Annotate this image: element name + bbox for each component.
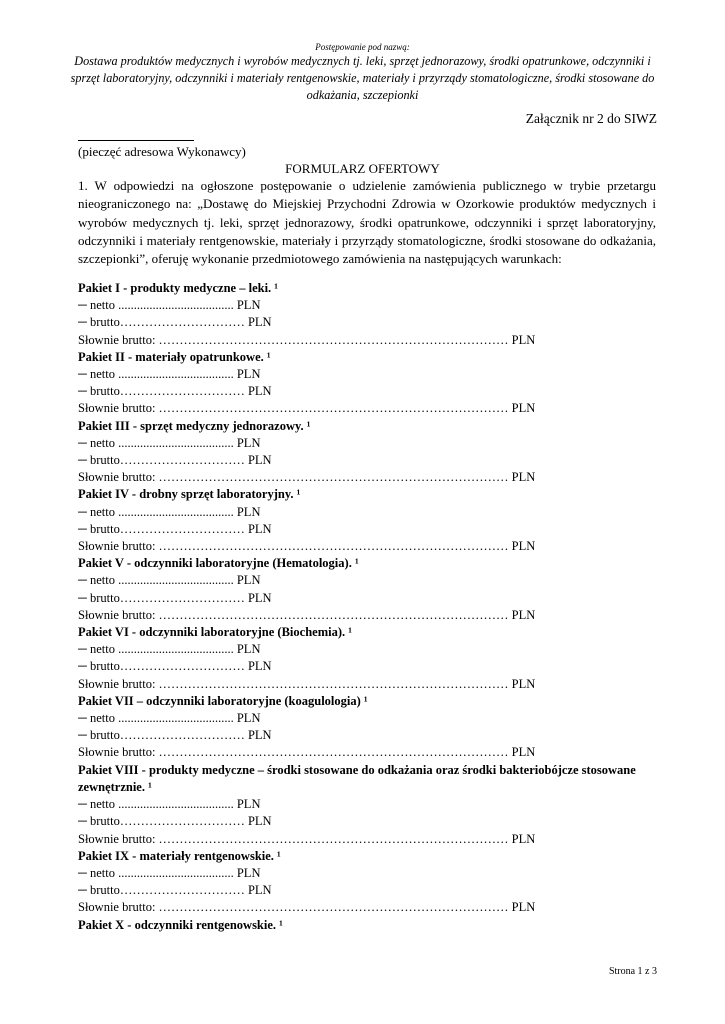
words-line: Słownie brutto: ………………………………………………………………………… PLN: [78, 831, 536, 846]
package-title: Pakiet I - produkty medyczne – leki. ¹: [78, 281, 279, 295]
brutto-line: ─ brutto………………………… PLN: [78, 814, 272, 829]
netto-line: ─ netto ..................................... PLN: [78, 711, 261, 726]
words-line: Słownie brutto: ………………………………………………………………………… PLN: [78, 539, 536, 554]
brutto-line: ─ brutto………………………… PLN: [78, 659, 272, 674]
package-title: Pakiet II - materiały opatrunkowe. ¹: [78, 349, 271, 364]
words-line: Słownie brutto: ………………………………………………………………………… PLN: [78, 401, 536, 416]
netto-line: ─ netto ..................................... PLN: [78, 865, 261, 880]
attachment-label: Załącznik nr 2 do SIWZ: [525, 111, 657, 126]
brutto-line: ─ brutto………………………… PLN: [78, 453, 272, 468]
package-block: [78, 624, 638, 693]
package-block: [78, 555, 638, 624]
package-title: Pakiet VII – odczynniki laboratoryjne (koagulologia) ¹: [78, 693, 368, 708]
package-title: Pakiet X - odczynniki rentgenowskie. ¹: [78, 917, 283, 932]
netto-line: ─ netto ..................................... PLN: [78, 298, 261, 313]
page-number: Strona 1 z 3: [608, 966, 657, 977]
package-title: Pakiet VI - odczynniki laboratoryjne (Biochemia). ¹: [78, 625, 352, 640]
package-block: [78, 486, 638, 555]
netto-line: ─ netto ..................................... PLN: [78, 367, 261, 382]
brutto-line: ─ brutto………………………… PLN: [78, 883, 272, 898]
words-line: Słownie brutto: ………………………………………………………………………… PLN: [78, 676, 536, 691]
form-title: FORMULARZ OFERTOWY: [285, 161, 440, 176]
netto-line: ─ netto ..................................... PLN: [78, 797, 261, 812]
package-block: [78, 349, 638, 418]
words-line: Słownie brutto: ………………………………………………………………………… PLN: [78, 607, 536, 622]
netto-line: ─ netto ..................................... PLN: [78, 435, 261, 450]
procedure-title: Dostawa produktów medycznych i wyrobów medycznych tj. leki, sprzęt jednorazowy, środki opatrunkowe, odczynniki i sprzęt laboratoryjny, odczynniki i materiały rentgenowskie, materiały i przyrządy stomatologiczne, środki stosowane do odkażania, szczepionki: [70, 54, 655, 102]
words-line: Słownie brutto: ………………………………………………………………………… PLN: [78, 332, 536, 347]
package-block: [78, 418, 638, 487]
brutto-line: ─ brutto………………………… PLN: [78, 728, 272, 743]
package-title: Pakiet IX - materiały rentgenowskie. ¹: [78, 848, 281, 863]
package-block: [78, 693, 638, 762]
brutto-line: ─ brutto………………………… PLN: [78, 521, 272, 536]
package-title: Pakiet VIII - produkty medyczne – środki stosowane do odkażania oraz środki bakteriobójcze stosowane zewnętrznie. ¹: [78, 762, 636, 794]
brutto-line: ─ brutto………………………… PLN: [78, 384, 272, 399]
package-block: [78, 917, 638, 934]
procedure-label: Postępowanie pod nazwą:: [315, 42, 410, 52]
words-line: Słownie brutto: ………………………………………………………………………… PLN: [78, 745, 536, 760]
brutto-line: ─ brutto………………………… PLN: [78, 590, 272, 605]
package-block: [78, 280, 638, 349]
netto-line: ─ netto ..................................... PLN: [78, 504, 261, 519]
package-title: Pakiet IV - drobny sprzęt laboratoryjny. ¹: [78, 487, 301, 502]
netto-line: ─ netto ..................................... PLN: [78, 642, 261, 657]
packages-list: [78, 280, 638, 934]
stamp-label: (pieczęć adresowa Wykonawcy): [78, 144, 246, 159]
intro-paragraph: 1. W odpowiedzi na ogłoszone postępowanie o udzielenie zamówienia publicznego w trybie przetargu nieograniczonego na: „Dostawę do Miejskiej Przychodni Zdrowia w Ozorkowie produktów medycznych i wyrobów medycznych tj. leki, sprzęt jednorazowy, środki opatrunkowe, odczynniki i sprzęt laboratoryjny, odczynniki i materiały rentgenowskie, materiały i przyrządy stomatologiczne, środki stosowane do odkażania, szczepionki”, oferuję wykonanie przedmiotowego zamówienia na następujących warunkach:: [78, 178, 656, 267]
package-title: Pakiet III - sprzęt medyczny jednorazowy. ¹: [78, 418, 311, 433]
brutto-line: ─ brutto………………………… PLN: [78, 315, 272, 330]
package-title: Pakiet V - odczynniki laboratoryjne (Hematologia). ¹: [78, 556, 359, 571]
stamp-line: [78, 140, 194, 141]
package-block: [78, 762, 638, 848]
netto-line: ─ netto ..................................... PLN: [78, 573, 261, 588]
package-block: [78, 848, 638, 917]
words-line: Słownie brutto: ………………………………………………………………………… PLN: [78, 470, 536, 485]
words-line: Słownie brutto: ………………………………………………………………………… PLN: [78, 900, 536, 915]
